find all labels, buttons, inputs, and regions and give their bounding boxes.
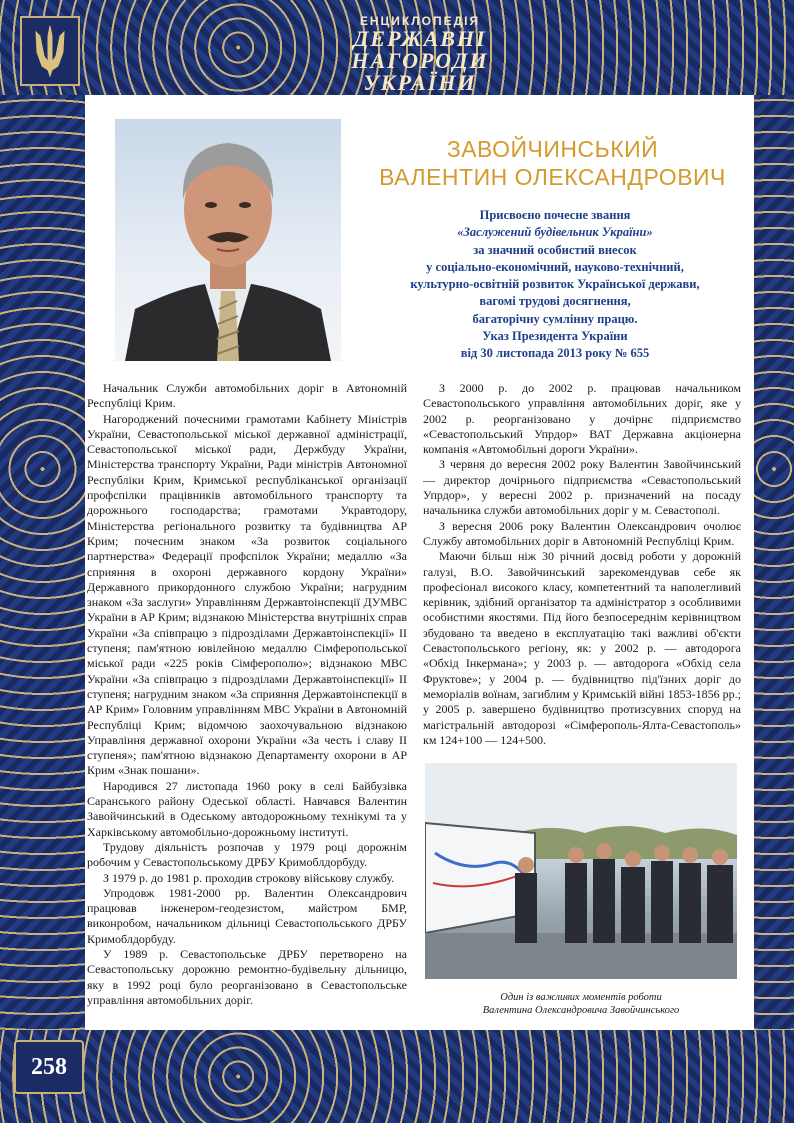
award-line: багаторічну сумлінну працю. <box>472 311 638 326</box>
paragraph: Упродовж 1981-2000 рр. Валентин Олександрович працював інженером-геодезистом, майстром БМР, виконробом, начальником дільниці Севастопольського ДРБУ Кримоблдорбуду. <box>87 885 407 946</box>
caption-line: Валентина Олександровича Завойчинського <box>482 1005 680 1016</box>
banner-encyclopedia: ЕНЦИКЛОПЕДІЯ <box>359 14 481 28</box>
person-given-names: ВАЛЕНТИН ОЛЕКСАНДРОВИЧ <box>379 164 726 190</box>
paragraph: Начальник Служби автомобільних доріг в Автономній Республіці Крим. <box>87 381 407 411</box>
paragraph: Трудову діяльність розпочав у 1979 році дорожнім робочим у Севастопольському ДРБУ Кримоблдорбуду. <box>87 839 407 870</box>
banner-title-line2: УКРАЇНИ <box>363 70 477 95</box>
work-photo <box>425 763 737 979</box>
paragraph: Маючи більш ніж 30 річний досвід роботи у дорожній галузі, В.О. Завойчинський зарекомендував себе як професіонал високого класу, компетентний та наполегливий керівник, здібний організатор та адміністратор з особливими особистими якостями. Під його безпосереднім керівництвом збудовано та введено в експлуатацію такі важливі об'єкти Севастопольського регіону, як: у 2002 р. — автодорога «Обхід Інкермана»; у 2003 р. — автодорога «Обхід села Фруктове»; у 2004 р. — будівництво під'їзних доріг до меморіалів воїнам, загиблим у Кримській війні 1853-1856 рр.; у 2005 р. завершено будівництво протизсувних споруд на магістральній автодорозі «Сімферополь-Ялта-Севастополь» км 124+100 — 124+500. <box>423 549 741 747</box>
trident-icon <box>30 22 70 78</box>
paragraph: У 1989 р. Севастопольське ДРБУ перетворено на Севастопольську дорожню ремонтно-будівельну дільницю, яку в 1992 році було реорганізовано в Севастопольське управління автомобільних доріг. <box>87 946 407 1007</box>
paragraph: Народився 27 листопада 1960 року в селі Байбузівка Саранського району Одеської області. Навчався Валентин Завойчинський в Одеському автодорожньому технікумі та у Харківському автомобільно-дорожньому інституті. <box>87 778 407 839</box>
banner-title-line1: ДЕРЖАВНІ НАГОРОДИ <box>351 26 489 73</box>
paragraph: З червня до вересня 2002 року Валентин Завойчинський — директор дочірнього підприємства «Севастопольський Упрдор», у вересні 2002 р. призначений на посаду начальника служби автомобільних доріг у м. Севастополі. <box>423 457 741 518</box>
paragraph: З вересня 2006 року Валентин Олександрович очолює Службу автомобільних доріг в Автономній Республіці Крим. <box>423 518 741 548</box>
paragraph: З 1979 р. до 1981 р. проходив строкову військову службу. <box>103 870 395 885</box>
paragraph: З 2000 р. до 2002 р. працював начальником Севастопольського управління автомобільних доріг, яке у 2002 р. реорганізовано у дочірнє підприємство «Севастопольський Упрдор» ВАТ Державна акціонерна компанія «Автомобільні дороги України». <box>423 381 741 457</box>
award-line: культурно-освітній розвиток Української держави, <box>410 277 700 292</box>
ornamental-border-bottom <box>0 1030 794 1123</box>
left-column <box>87 381 407 1008</box>
ornamental-border-left <box>0 95 85 1030</box>
person-surname: ЗАВОЙЧИНСЬКИЙ <box>446 136 659 162</box>
award-line: від 30 листопада 2013 року № 655 <box>460 346 650 361</box>
ornamental-border-right <box>754 95 794 1030</box>
portrait-photo <box>115 119 341 361</box>
right-column <box>423 381 741 748</box>
award-line: за значний особистий внесок <box>473 242 637 257</box>
page-content <box>85 95 754 1030</box>
encyclopedia-banner <box>290 8 550 95</box>
award-line: вагомі трудові досягнення, <box>479 294 631 309</box>
award-line: «Заслужений будівельник України» <box>457 225 653 240</box>
emblem <box>20 16 80 86</box>
award-line: у соціально-економічний, науково-технічний, <box>426 259 684 274</box>
award-line: Указ Президента України <box>482 329 628 344</box>
person-name <box>355 135 750 191</box>
work-photo-illustration <box>425 763 737 979</box>
paragraph: Нагороджений почесними грамотами Кабінету Міністрів України, Севастопольської міської державної адміністрації, Севастопольської міської ради, Держбуду України, Міністерства транспорту України, Ради міністрів Автономної Республіки Крим, Кримської республіканської організації профспілки працівників автомобільного транспорту та дорожнього господарства; грамотами Укравтодору, Міністерства регіонального розвитку та будівництва АР Крим; почесним знаком «За розвиток соціального партнерства» Федерації профспілок України; медаллю «За сприяння в охороні державного кордону України» Державного прикордонного службою України; нагрудним знаком «За заслуги» Управлінням Державтоінспекції ДУМВС України в АР Крим; відзнакою Міністерства внутрішніх справ України «За співпрацю з підрозділами Державтоінспекції» II ступеня; пам'ятною ювілейною медаллю Сімферопольської міської ради «225 років Сімферополю»; відзнакою МВС України «За співпрацю з підрозділами Державтоінспекції» II ступеня; нагрудним знаком «За сприяння Державтоінспекції в АР Крим» Головним управлінням МВС України в Автономній Республіці Крим; відомчою заохочувальною відзнакою Управління державної охорони України «За честь і славу II ступеня»; пам'ятною відзнакою Департаменту охорони в АР Крим «Знак пошани». <box>87 411 407 778</box>
caption-line: Один із важливих моментів роботи <box>500 992 662 1003</box>
award-block <box>375 207 735 363</box>
portrait-illustration <box>115 119 341 361</box>
page-number: 258 <box>14 1040 84 1094</box>
award-line: Присвоєно почесне звання <box>479 208 631 222</box>
photo-caption <box>425 991 737 1017</box>
